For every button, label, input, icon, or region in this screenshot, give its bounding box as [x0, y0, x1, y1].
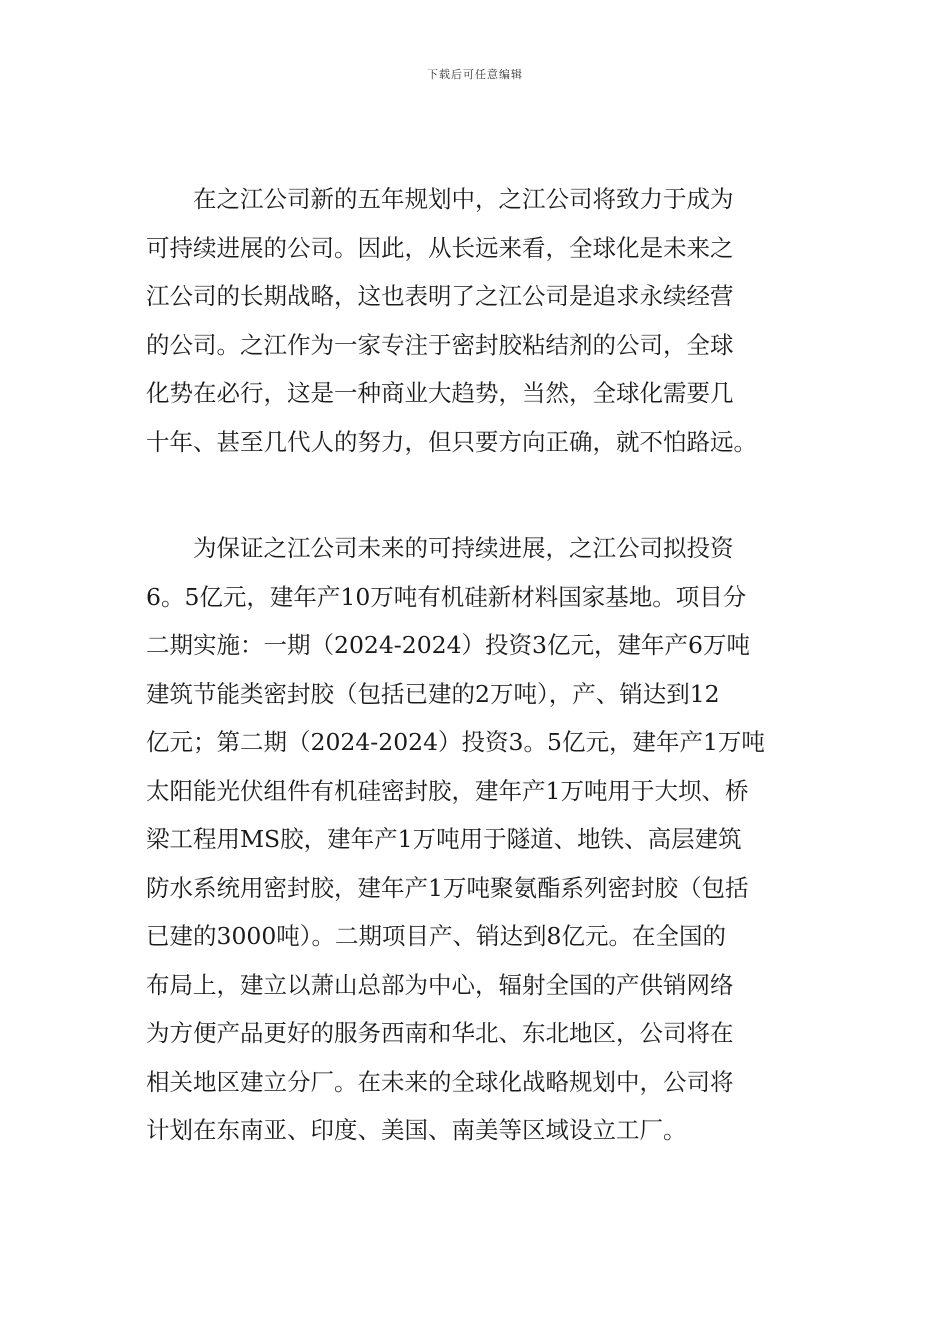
paragraph-line: 布局上，建立以萧山总部为中心，辐射全国的产供销网络	[146, 970, 734, 999]
paragraph-line: 在之江公司新的五年规划中，之江公司将致力于成为	[193, 185, 734, 213]
paragraph-line: 太阳能光伏组件有机硅密封胶，建年产1万吨用于大坝、桥	[146, 776, 749, 805]
paragraph-line: 十年、甚至几代人的努力，但只要方向正确，就不怕路远。	[146, 427, 757, 456]
paragraph-line: 二期实施：一期（2024-2024）投资3亿元，建年产6万吨	[146, 631, 750, 659]
paragraph-line: 为保证之江公司未来的可持续进展，之江公司拟投资	[193, 534, 734, 562]
paragraph-line: 化势在必行，这是一种商业大趋势，当然，全球化需要几	[146, 379, 734, 407]
page-header: 下载后可任意编辑	[427, 68, 523, 81]
paragraph-line: 为方便产品更好的服务西南和华北、东北地区，公司将在	[146, 1019, 734, 1047]
paragraph-line: 已建的3000吨）。二期项目产、销达到8亿元。在全国的	[146, 922, 727, 950]
paragraph-line: 江公司的长期战略，这也表明了之江公司是追求永续经营	[146, 282, 734, 310]
paragraph-line: 亿元；第二期（2024-2024）投资3。5亿元，建年产1万吨	[146, 728, 765, 756]
paragraph-global-strategy	[146, 175, 808, 466]
paragraph-investment-plan	[146, 524, 808, 1155]
paragraph-line: 的公司。之江作为一家专注于密封胶粘结剂的公司，全球	[146, 330, 734, 359]
paragraph-line: 可持续进展的公司。因此，从长远来看，全球化是未来之	[146, 233, 734, 262]
paragraph-line: 建筑节能类密封胶（包括已建的2万吨），产、销达到12	[146, 679, 720, 708]
paragraph-line: 梁工程用MS胶，建年产1万吨用于隧道、地铁、高层建筑	[146, 825, 742, 853]
paragraph-line: 计划在东南亚、印度、美国、南美等区域设立工厂。	[146, 1116, 687, 1144]
paragraph-line: 相关地区建立分厂。在未来的全球化战略规划中，公司将	[146, 1067, 734, 1096]
paragraph-line: 6。5亿元，建年产10万吨有机硅新材料国家基地。项目分	[146, 582, 747, 611]
paragraph-line: 防水系统用密封胶，建年产1万吨聚氨酯系列密封胶（包括	[146, 873, 749, 902]
